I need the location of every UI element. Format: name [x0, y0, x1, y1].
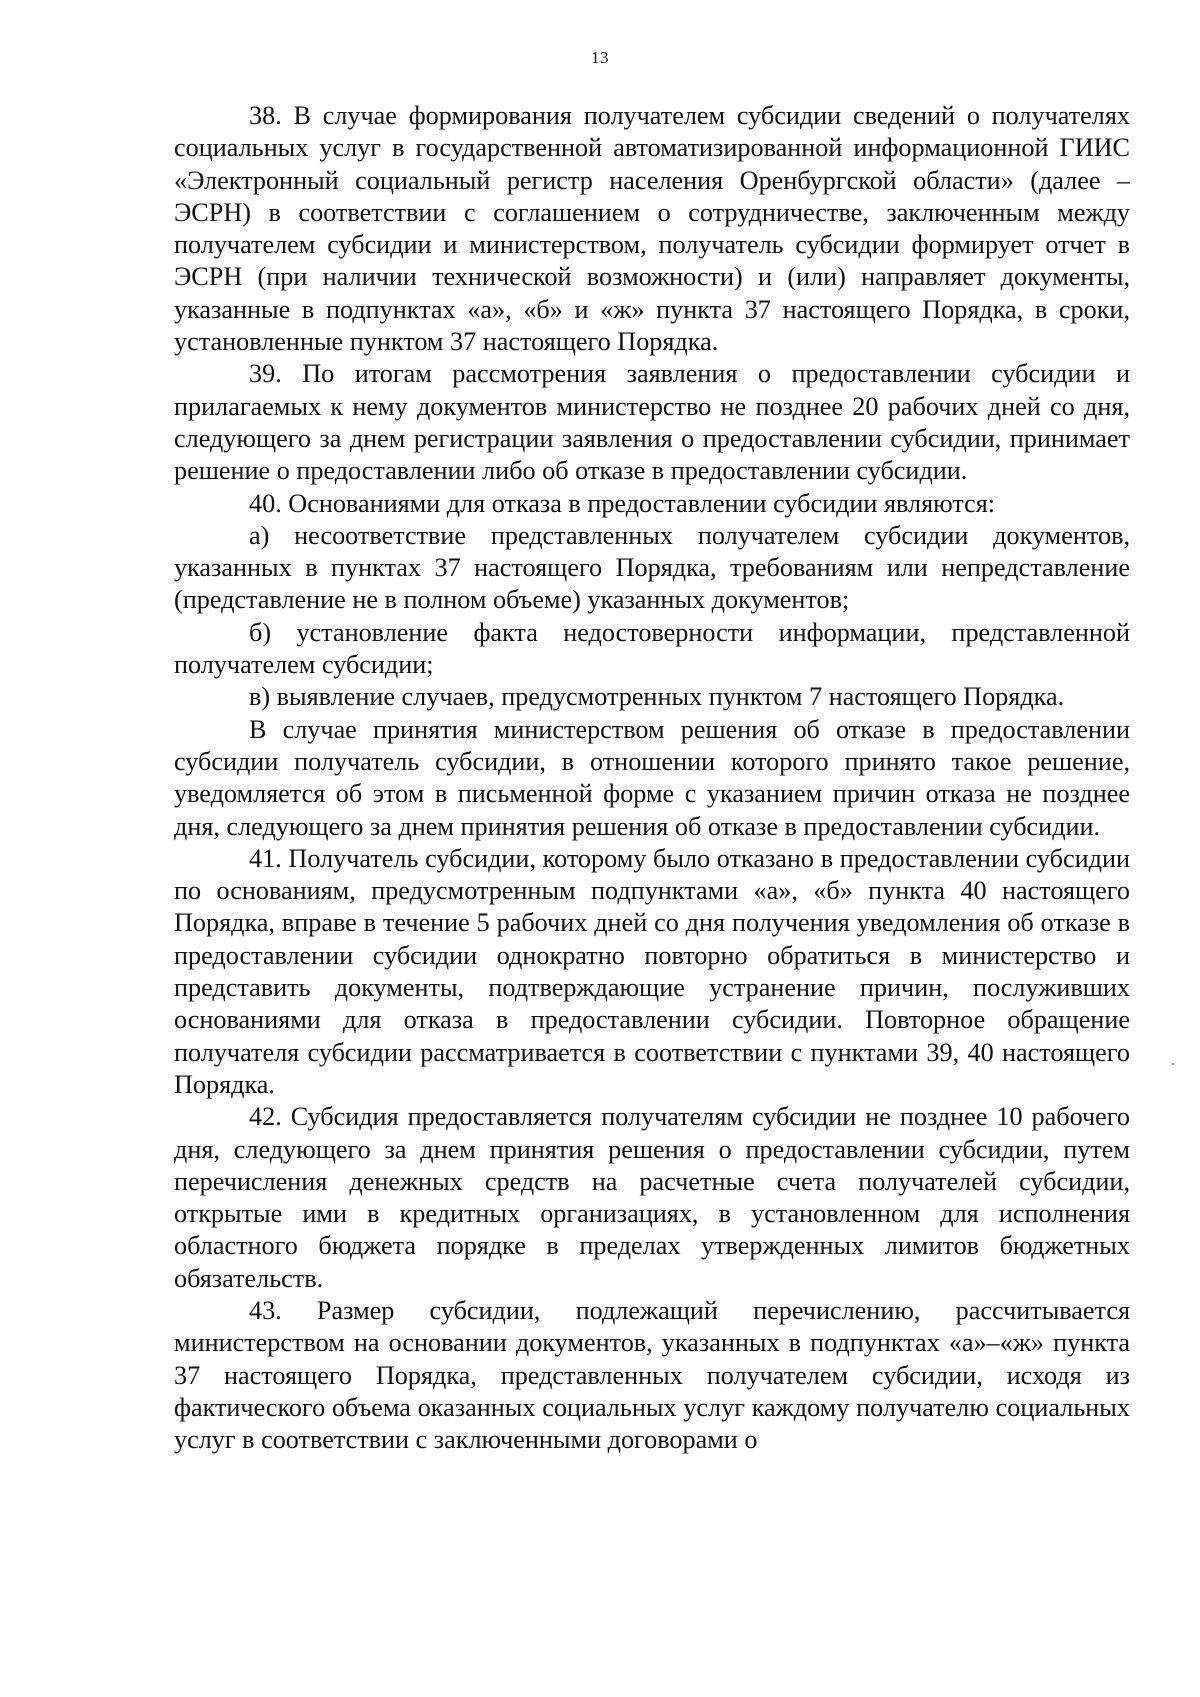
paragraph-39: 39. По итогам рассмотрения заявления о предоставлении субсидии и прилагаемых к нему документов министерство не позднее 20 рабочих дней со дня, следующего за днем регистрации заявления о предоставлении субсидии, принимает решение о предоставлении либо об отказе в предоставлении субсидии. [174, 359, 1130, 486]
paragraph-refusal-notice: В случае принятия министерством решения об отказе в предоставлении субсидии получатель субсидии, в отношении которого принято такое решение, уведомляется об этом в письменной форме с указанием причин отказа не позднее дня, следующего за днем принятия решения об отказе в предоставлении субсидии. [174, 714, 1130, 841]
paragraph-40: 40. Основаниями для отказа в предоставлении субсидии являются: [249, 488, 996, 518]
document-body [174, 100, 1130, 1456]
paragraph-43: 43. Размер субсидии, подлежащий перечислению, рассчитывается министерством на основании документов, указанных в подпунктах «а»–«ж» пункта 37 настоящего Порядка, представленных получателем субсидии, исходя из фактического объема оказанных социальных услуг каждому получателю социальных услуг в соответствии с заключенными договорами о [174, 1295, 1130, 1455]
paragraph-42: 42. Субсидия предоставляется получателям субсидии не позднее 10 рабочего дня, следующего за днем принятия решения о предоставлении субсидии, путем перечисления денежных средств на расчетные счета получателей субсидии, открытые ими в кредитных организациях, в установленном для исполнения областного бюджета порядке в пределах утвержденных лимитов бюджетных обязательств. [174, 1102, 1130, 1293]
paragraph-41: 41. Получатель субсидии, которому было отказано в предоставлении субсидии по основаниям, предусмотренным подпунктами «а», «б» пункта 40 настоящего Порядка, вправе в течение 5 рабочих дней со дня получения уведомления об отказе в предоставлении субсидии однократно повторно обратиться в министерство и представить документы, подтверждающие устранение причин, послуживших основаниями для отказа в предоставлении субсидии. Повторное обращение получателя субсидии рассматривается в соответствии с пунктами 39, 40 настоящего Порядка. [174, 843, 1130, 1099]
paragraph-38: 38. В случае формирования получателем субсидии сведений о получателях социальных услуг в государственной автоматизированной информационной ГИИС «Электронный социальный регистр населения Оренбургской области» (далее – ЭСРН) в соответствии с соглашением о сотрудничестве, заключенным между получателем субсидии и министерством, получатель субсидии формирует отчет в ЭСРН (при наличии технической возможности) и (или) направляет документы, указанные в подпунктах «а», «б» и «ж» пункта 37 настоящего Порядка, в сроки, установленные пунктом 37 настоящего Порядка. [174, 101, 1130, 357]
paragraph-40-item-v: в) выявление случаев, предусмотренных пунктом 7 настоящего Порядка. [249, 682, 1065, 712]
page-number: 13 [591, 48, 609, 67]
paragraph-40-item-b: б) установление факта недостоверности информации, представленной получателем субсидии; [174, 617, 1130, 680]
paragraph-40-item-a: а) несоответствие представленных получателем субсидии документов, указанных в пунктах 37 настоящего Порядка, требованиям или непредставление (представление не в полном объеме) указанных документов; [174, 520, 1130, 615]
scan-speck [1172, 1063, 1174, 1065]
